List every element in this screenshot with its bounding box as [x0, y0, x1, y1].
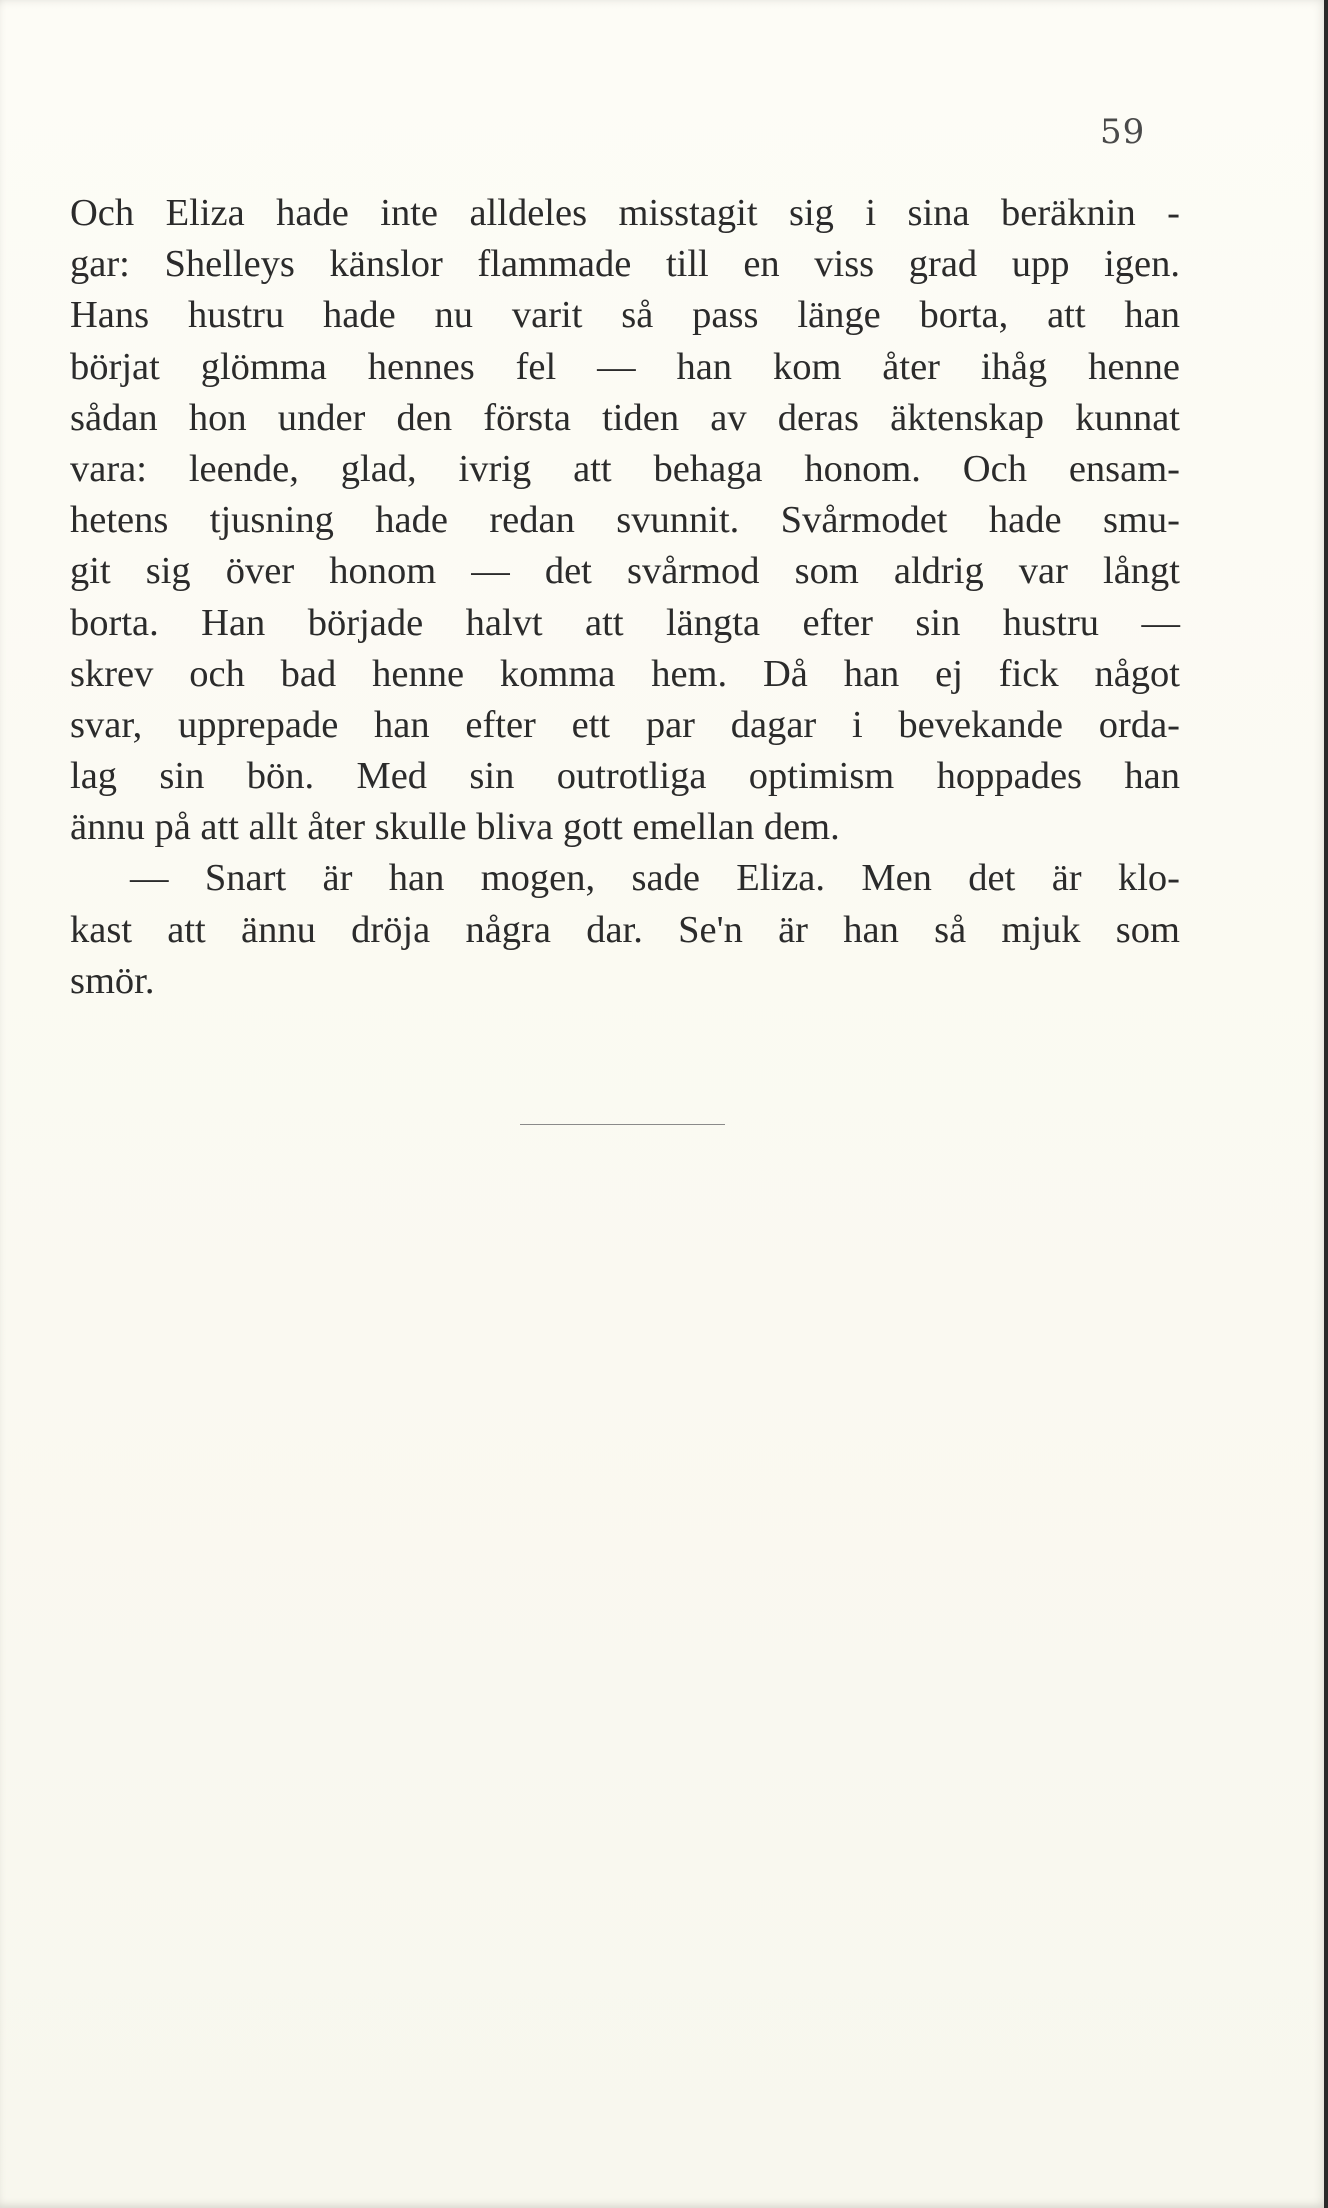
text-line: — Snart är han mogen, sade Eliza. Men det är klo-	[130, 857, 1180, 900]
text-line: git sig över honom — det svårmod som aldrig var långt	[70, 550, 1180, 593]
text-line: sådan hon under den första tiden av deras äktenskap kunnat	[70, 396, 1180, 439]
page-number: 59	[1100, 112, 1146, 152]
text-line: ännu på att allt åter skulle bliva gott emellan dem.	[70, 806, 840, 849]
text-line: kast att ännu dröja några dar. Se'n är han så mjuk som	[70, 908, 1180, 951]
text-line: svar, upprepade han efter ett par dagar i bevekande orda-	[70, 703, 1180, 746]
body-text	[70, 188, 1180, 1007]
text-line: Hans hustru hade nu varit så pass länge borta, att han	[70, 294, 1180, 337]
text-line: börjat glömma hennes fel — han kom åter ihåg henne	[70, 345, 1180, 388]
text-line: Och Eliza hade inte alldeles misstagit sig i sina beräknin -	[70, 192, 1180, 234]
page-edge-shadow	[1324, 0, 1328, 2208]
text-line: skrev och bad henne komma hem. Då han ej fick något	[70, 652, 1180, 695]
section-end-rule	[520, 1124, 725, 1125]
text-line: vara: leende, glad, ivrig att behaga honom. Och ensam-	[70, 447, 1180, 490]
text-line: smör.	[70, 959, 155, 1002]
text-line: gar: Shelleys känslor flammade till en viss grad upp igen.	[70, 243, 1180, 286]
text-line: hetens tjusning hade redan svunnit. Svårmodet hade smu-	[70, 499, 1180, 542]
text-line: borta. Han började halvt att längta efter sin hustru —	[70, 601, 1180, 644]
text-line: lag sin bön. Med sin outrotliga optimism hoppades han	[70, 755, 1180, 798]
